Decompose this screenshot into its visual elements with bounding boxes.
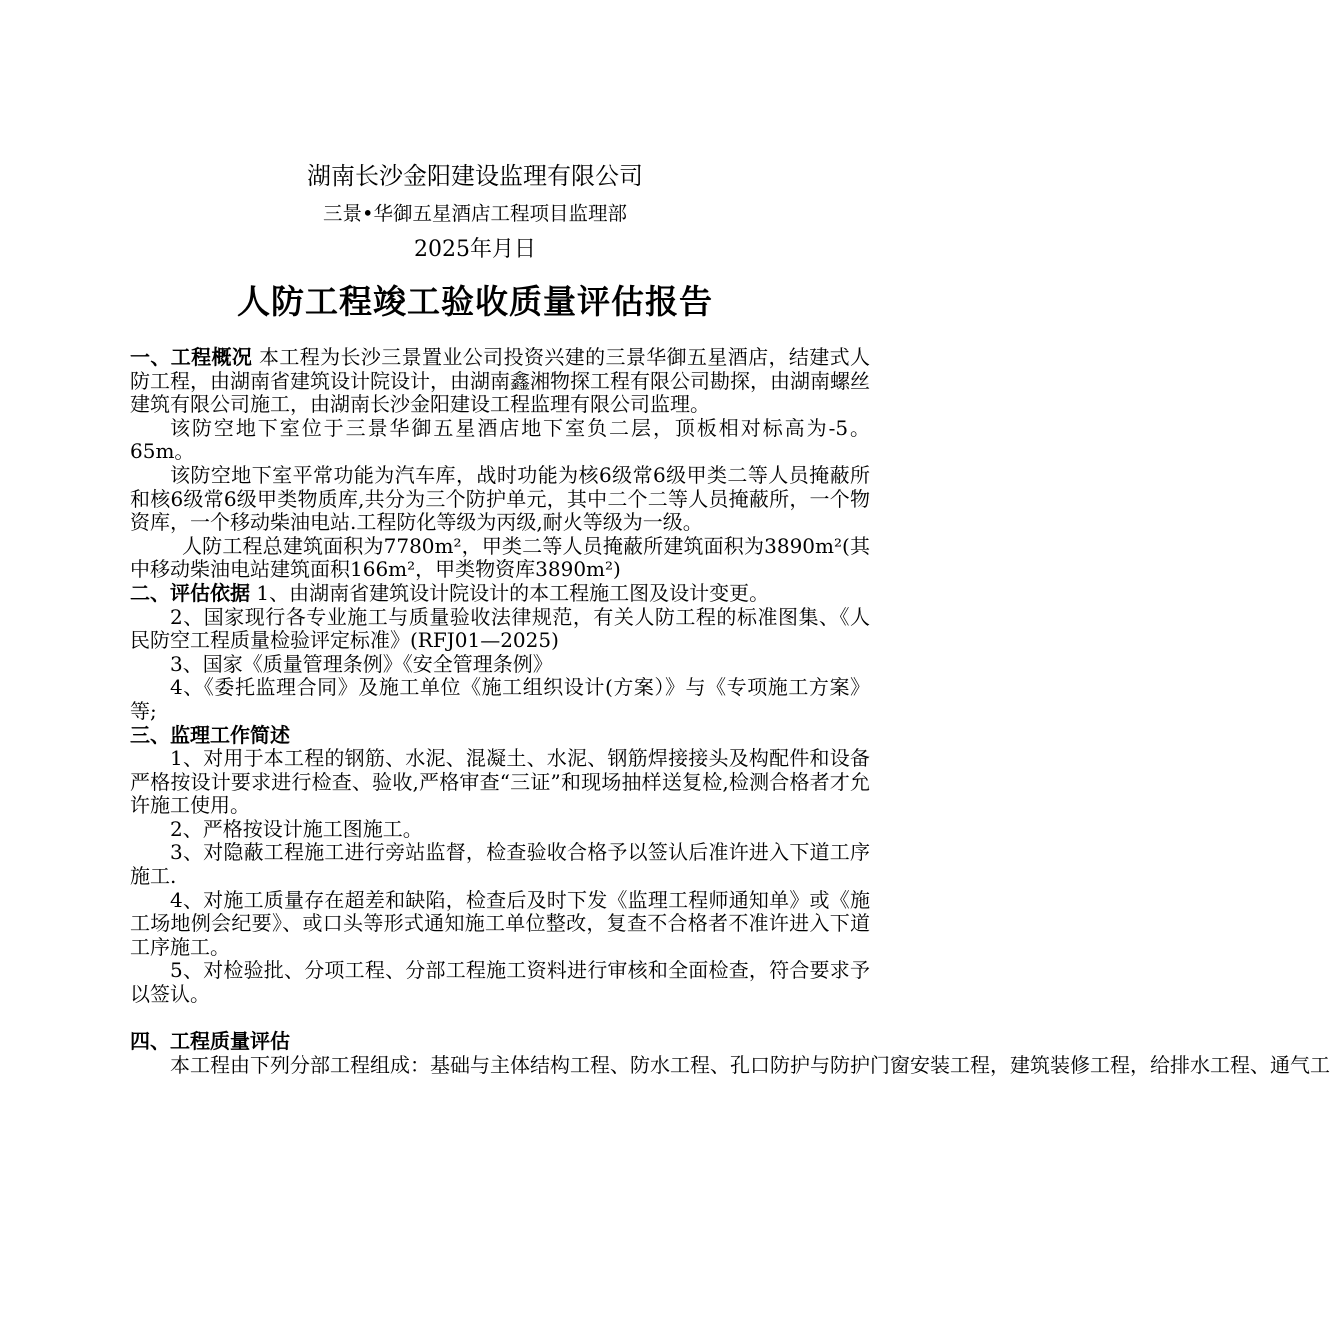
quality-paragraph-1: 本工程由下列分部工程组成：基础与主体结构工程、防水工程、孔口防护与防护门窗安装工程，建筑装修工程，给排水工程、通气工 <box>170 1052 1330 1077</box>
overview-paragraph-1 <box>130 346 870 417</box>
section-heading-supervision: 三、监理工作简述 <box>130 722 290 747</box>
supervision-paragraph-1: 1、对用于本工程的钢筋、水泥、混凝土、水泥、钢筋焊接接头及构配件和设备严格按设计要求进行检查、验收,严格审查“三证”和现场抽样送复检,检测合格者才允许施工使用。 <box>130 746 870 818</box>
supervision-paragraph-5: 5、对检验批、分项工程、分部工程施工资料进行审核和全面检查，符合要求予以签认。 <box>130 958 870 1007</box>
section-heading-overview: 一、工程概况 <box>130 345 253 369</box>
supervision-paragraph-2: 2、严格按设计施工图施工。 <box>170 816 423 841</box>
report-date: 2025年月日 <box>414 237 536 262</box>
basis-paragraph-2: 2、国家现行各专业施工与质量验收法律规范，有关人防工程的标准图集、《人民防空工程质量检验评定标准》(RFJ01—2025) <box>130 604 870 653</box>
overview-paragraph-3: 该防空地下室平常功能为汽车库，战时功能为核6级常6级甲类二等人员掩蔽所和核6级常6级甲类物质库,共分为三个防护单元，其中二个二等人员掩蔽所，一个物资库，一个移动柴油电站.工程防化等级为丙级,耐火等级为一级。 <box>130 462 870 535</box>
company-name: 湖南长沙金阳建设监理有限公司 <box>307 162 643 190</box>
overview-paragraph-4: 人防工程总建筑面积为7780m²，甲类二等人员掩蔽所建筑面积为3890m²(其中移动柴油电站建筑面积166m²，甲类物资库3890m²) <box>130 533 870 582</box>
basis-paragraph-4: 4、《委托监理合同》及施工单位《施工组织设计(方案）》与《专项施工方案》等; <box>130 675 870 723</box>
section-heading-quality: 四、工程质量评估 <box>130 1029 290 1054</box>
report-body <box>130 345 1330 1077</box>
basis-paragraph-3: 3、国家《质量管理条例》《安全管理条例》 <box>170 651 553 676</box>
report-title: 人防工程竣工验收质量评估报告 <box>237 282 713 321</box>
paragraph-gap <box>130 1007 870 1031</box>
overview-text-1: 本工程为长沙三景置业公司投资兴建的三景华御五星酒店，结建式人防工程，由湖南省建筑设计院设计，由湖南鑫湘物探工程有限公司勘探，由湖南螺丝建筑有限公司施工，由湖南长沙金阳建设工程监理有限公司监理。 <box>130 345 871 417</box>
supervision-paragraph-4: 4、对施工质量存在超差和缺陷，检查后及时下发《监理工程师通知单》或《施工场地例会纪要》、或口头等形式通知施工单位整改，复查不合格者不准许进入下道工序施工。 <box>130 887 870 959</box>
basis-text-1: 1、由湖南省建筑设计院设计的本工程施工图及设计变更。 <box>250 580 770 605</box>
project-department: 三景•华御五星酒店工程项目监理部 <box>322 202 627 225</box>
overview-paragraph-2: 该防空地下室位于三景华御五星酒店地下室负二层，顶板相对标高为-5。65m。 <box>130 415 870 464</box>
basis-paragraph-1 <box>130 582 870 606</box>
section-heading-basis: 二、评估依据 <box>130 580 250 605</box>
supervision-paragraph-3: 3、对隐蔽工程施工进行旁站监督，检查验收合格予以签认后准许进入下道工序施工. <box>130 840 870 889</box>
